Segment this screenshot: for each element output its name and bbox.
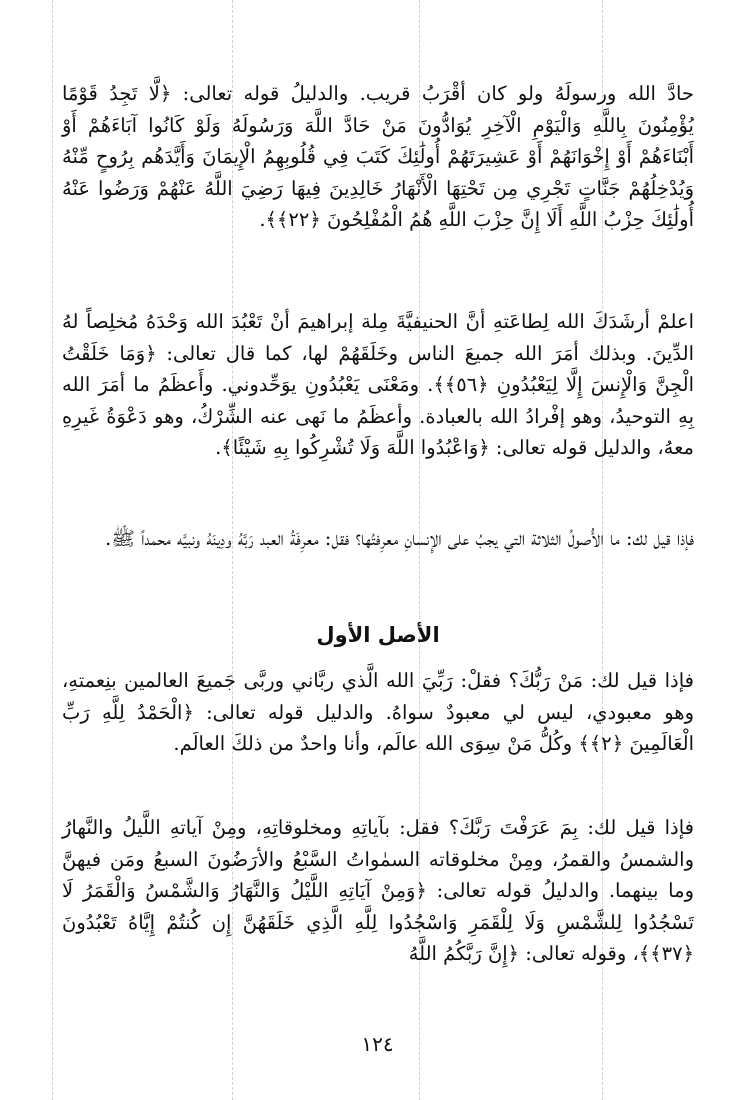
paragraph-how-did-you-know [62,812,694,970]
paragraph-text: فإذا قيل لك: بِمَ عَرَفْتَ رَبَّكَ؟ فقل: بآياتِهِ ومخلوقاتِهِ، ومِنْ آياتهِ اللَّيلُ والنَّهارُ والشمسُ والقمرُ، ومِنْ مخلوقاته السمٰواتُ السَّبْعُ والأرَضُونَ السبعُ ومَن فيهنَّ وما بينهما. والدليلُ قوله تعالى: ﴿وَمِنْ آيَاتِهِ اللَّيْلُ وَالنَّهَارُ وَالشَّمْسُ وَالْقَمَرُ لَا تَسْجُدُوا لِلشَّمْسِ وَلَا لِلْقَمَرِ وَاسْجُدُوا لِلَّهِ الَّذِي خَلَقَهُنَّ إِن كُنتُمْ إِيَّاهُ تَعْبُدُونَ ﴿٣٧﴾﴾، وقوله تعالى: ﴿إِنَّ رَبَّكُمُ اللَّهُ [62,816,694,965]
page-number: ١٢٤ [361,1032,394,1056]
section-heading: الأصل الأول [316,623,440,647]
paragraph-text: فإذا قيل لك: ما الأُصولُ الثلاثة التي يجبُ على الإِنسانِ معرِفتُها؟ فقل: معرِفَةُ العبد رَبَّهُ ودِينَهُ ونبيَّه محمداً ﷺ. [105,527,694,550]
paragraph-text: فإذا قيل لك: مَنْ رَبُّكَ؟ فقلْ: رَبِّيَ الله الَّذي ربَّاني وربَّى جَميعَ العالمين بنِعمتهِ، وهو معبودي، ليس لي معبودٌ سواهُ. والدليل قوله تعالى: ﴿الْحَمْدُ لِلَّهِ رَبِّ الْعَالَمِينَ ﴿٢﴾﴾ وكُلُّ مَنْ سِوَى الله عالَم، وأنا واحدٌ من ذلكَ العالَم. [62,669,694,755]
paragraph-three-principles [62,523,694,555]
paragraph-quran-verse [62,78,694,236]
paragraph-who-is-your-lord [62,665,694,760]
paragraph-text: اعلمْ أرشَدَكَ الله لِطاعَتهِ أنَّ الحنيفيَّةَ مِلة إبراهيمَ أنْ تَعْبُدَ الله وَحْدَهُ مُخلِصاً لهُ الدِّينَ. وبذلك أمَرَ الله جميعَ الناس وخَلَقَهُمْ لها، كما قال تعالى: ﴿وَمَا خَلَقْتُ الْجِنَّ وَالْإِنسَ إِلَّا لِيَعْبُدُونِ ﴿٥٦﴾﴾. ومَعْنَى يَعْبُدُونِ يوَحِّدوني. وأَعظَمُ ما أمَرَ الله بِهِ التوحيدُ، وهو إفْرادُ الله بالعبادة. وأعظَمُ ما نَهى عنه الشِّرْكُ، وهو دَعْوَةُ غَيرِهِ معهُ، والدليل قوله تعالى: ﴿وَاعْبُدُوا اللَّهَ وَلَا تُشْرِكُوا بِهِ شَيْئًا﴾. [62,310,694,459]
paragraph-hanifiyya [62,306,694,464]
paragraph-text: حادَّ الله ورسولَهُ ولو كان أقْرَبُ قريب. والدليلُ قوله تعالى: ﴿لَّا تَجِدُ قَوْمًا يُؤْمِنُونَ بِاللَّهِ وَالْيَوْمِ الْآخِرِ يُوَادُّونَ مَنْ حَادَّ اللَّهَ وَرَسُولَهُ وَلَوْ كَانُوا آبَاءَهُمْ أَوْ أَبْنَاءَهُمْ أَوْ إِخْوَانَهُمْ أَوْ عَشِيرَتَهُمْ أُولَٰئِكَ كَتَبَ فِي قُلُوبِهِمُ الْإِيمَانَ وَأَيَّدَهُم بِرُوحٍ مِّنْهُ وَيُدْخِلُهُمْ جَنَّاتٍ تَجْرِي مِن تَحْتِهَا الْأَنْهَارُ خَالِدِينَ فِيهَا رَضِيَ اللَّهُ عَنْهُمْ وَرَضُوا عَنْهُ أُولَٰئِكَ حِزْبُ اللَّهِ أَلَا إِنَّ حِزْبَ اللَّهِ هُمُ الْمُفْلِحُونَ ﴿٢٢﴾﴾. [62,82,694,231]
